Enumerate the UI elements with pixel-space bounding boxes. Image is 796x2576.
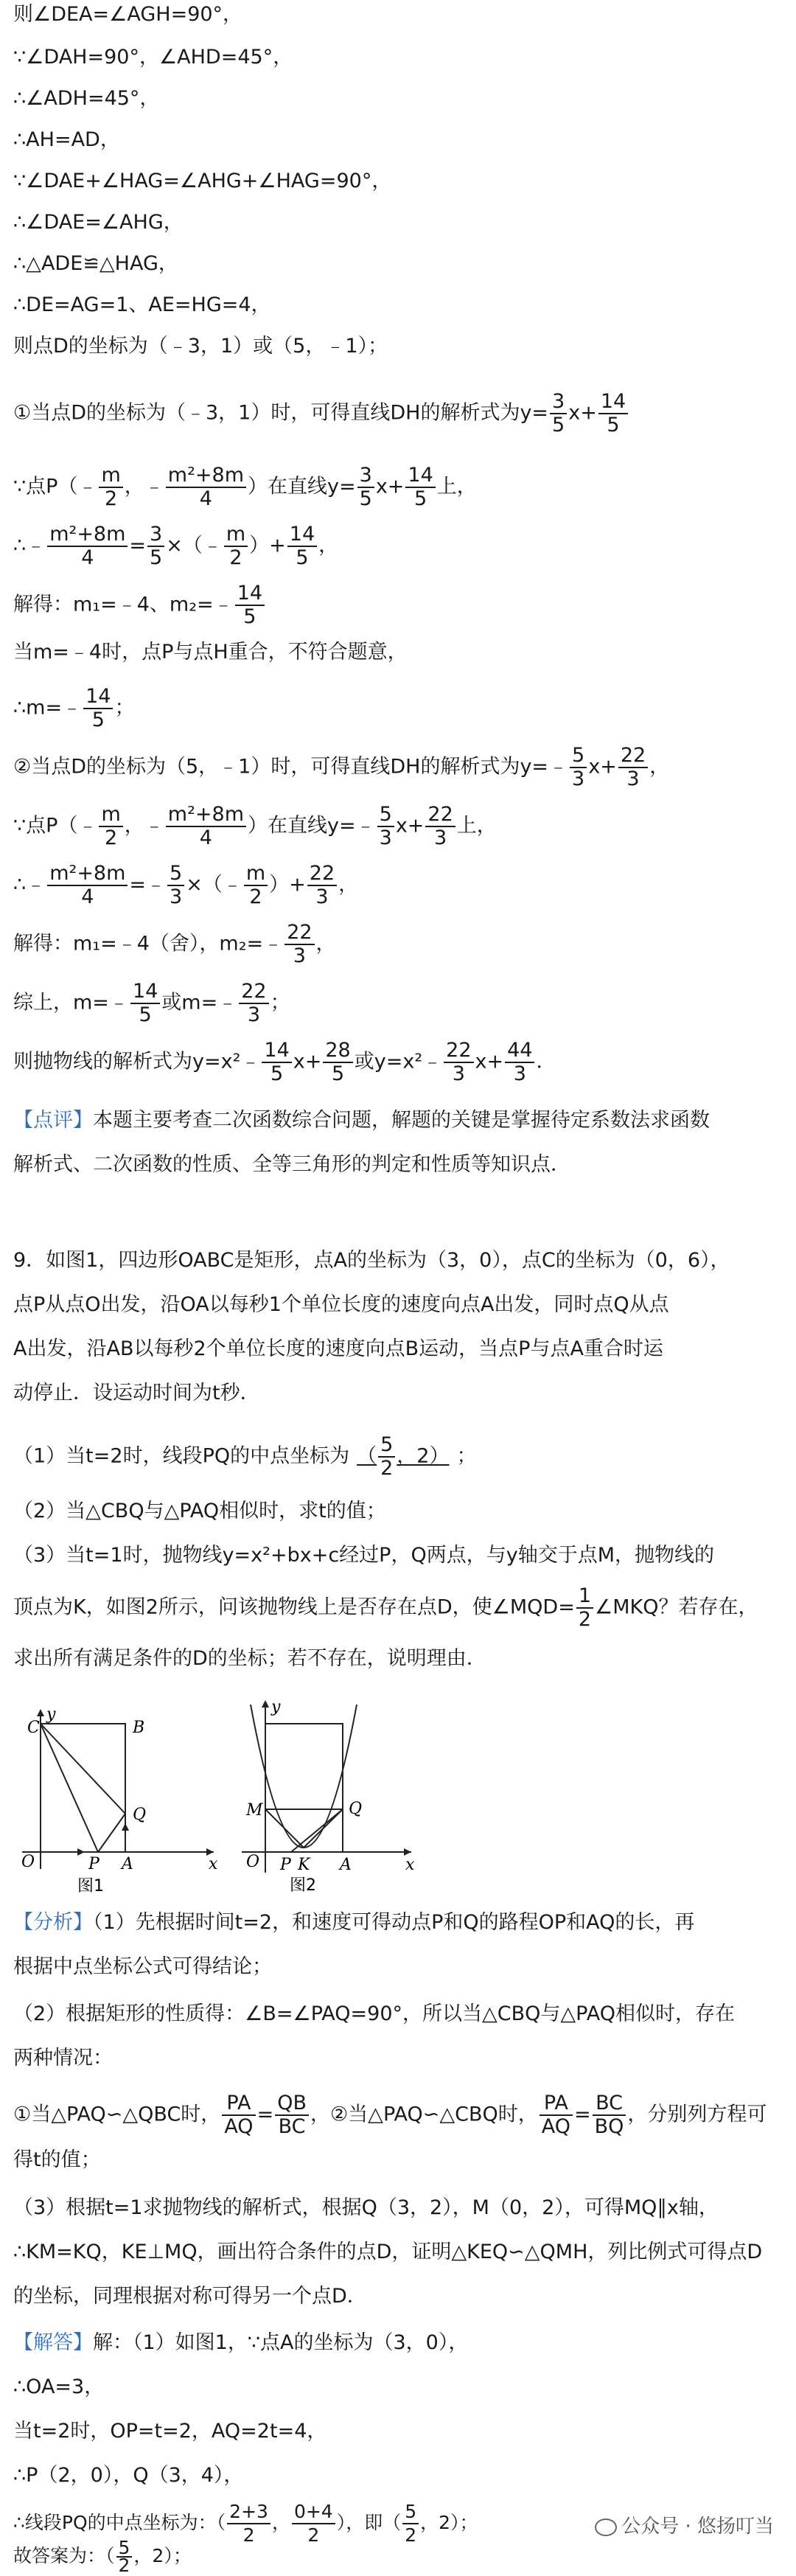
label-q: Q (349, 1800, 363, 1818)
math-line: ①当点D的坐标为（﹣3，1）时，可得直线DH的解析式为y= $\frac{3}{5}$ x+ $\frac{14}{5}$ (13, 391, 783, 436)
text-line: 点P从点O出发，沿OA以每秒1个单位长度的速度向点A出发，同时点Q从点 (13, 1293, 669, 1316)
math-line: ∴﹣ $\frac{\text{m²+8m}}{4}$ = $\frac{3}{5}$ ×（﹣ $\frac{m}{2}$ ）+ $\frac{14}{5}$ ， (13, 523, 339, 569)
text-line: ∴∠DAE=∠AHG， (13, 211, 184, 234)
label-m: M (246, 1801, 263, 1820)
text-line: 动停止．设运动时间为t秒． (13, 1382, 260, 1404)
figure-2-caption: 图2 (290, 1876, 316, 1895)
text-line: 两种情况： (13, 2047, 113, 2069)
math-line: ∴m=﹣ $\frac{14}{5}$ ； (13, 685, 135, 731)
math-line: ②当点D的坐标为（5，﹣1）时，可得直线DH的解析式为y=﹣ $\frac{5}{3}$ x+ $\frac{22}{3}$ ， (13, 744, 670, 790)
text-line: 的坐标，同理根据对称可得另一个点D． (13, 2285, 367, 2308)
label-o: O (246, 1853, 260, 1871)
label-c: C (27, 1719, 40, 1737)
text-line: A出发，沿AB以每秒2个单位长度的速度向点B运动，当点P与点A重合时运 (13, 1337, 663, 1360)
text-line: 求出所有满足条件的D的坐标；若不存在，说明理由． (13, 1647, 486, 1670)
solution-line: 【解答】解：（1）如图1，∵点A的坐标为（3，0）， (13, 2331, 469, 2354)
arrow-p-head (77, 1848, 85, 1856)
segment-pq (291, 1809, 343, 1852)
math-line: ∴﹣ $\frac{\text{m²+8m}}{4}$ =﹣ $\frac{5}{3}$ ×（﹣ $\frac{m}{2}$ ）+ $\frac{22}{3}$ ， (13, 862, 359, 908)
segment-cp (41, 1724, 98, 1852)
text-line: ∵∠DAE+∠HAG=∠AHG+∠HAG=90°， (13, 170, 392, 192)
math-line: ①当△PAQ∽△QBC时， $\frac{PA}{AQ}$ = $\frac{QB}{BC}$ ，②当△PAQ∽△CBQ时， $\frac{PA}{AQ}$ = $\frac{BC}{BQ}$ ，分别列方程可 (13, 2092, 767, 2138)
segment-mk (265, 1809, 304, 1848)
label-y: y (271, 1698, 281, 1716)
math-line: ∴线段PQ的中点坐标为：（ $\frac{2+3}{2}$ ， $\frac{0+4}{2}$ ），即（ $\frac{5}{2}$ ，2）； (13, 2501, 478, 2546)
comment-line: 【点评】本题主要考查二次函数综合问题，解题的关键是掌握待定系数法求函数 (13, 1109, 710, 1132)
text-line: （2）当△CBQ与△PAQ相似时，求t的值； (13, 1500, 386, 1522)
text-line: ∴DE=AG=1、AE=HG=4， (13, 293, 271, 316)
label-a: A (340, 1856, 352, 1874)
text-line: （2）根据矩形的性质得：∠B=∠PAQ=90°，所以当△CBQ与△PAQ相似时，存在 (13, 2002, 735, 2025)
figure-1 (11, 1703, 225, 1895)
math-line: ∵点P（﹣ $\frac{m}{2}$ ，﹣ $\frac{\text{m²+8m}}{4}$ ）在直线y=﹣ $\frac{5}{3}$ x+ $\frac{22}{3}$ 上， (13, 803, 497, 849)
label-o: O (21, 1853, 35, 1871)
text-line: 根据中点坐标公式可得结论； (13, 1955, 272, 1978)
text-line: 当t=2时，OP=t=2，AQ=2t=4， (13, 2420, 327, 2443)
text-line: ∵∠DAH=90°，∠AHD=45°， (13, 46, 293, 69)
text-line: （3）根据t=1求抛物线的解析式，根据Q（3，2），M（0，2），可得MQ∥x轴， (13, 2196, 719, 2219)
label-p: P (88, 1855, 100, 1873)
y-axis-arrow (37, 1709, 44, 1716)
math-line: （1）当t=2时，线段PQ的中点坐标为 （ $\frac{5}{2}$ ，2） ； (13, 1433, 477, 1480)
text-line: 得t的值； (13, 2148, 101, 2171)
text-line: ∴KM=KQ，KE⊥MQ，画出符合条件的点D，证明△KEQ∽△QMH，列比例式可得点D (13, 2241, 763, 2263)
label-x: x (209, 1855, 218, 1873)
label-k: K (298, 1856, 310, 1874)
figure-1-caption: 图1 (77, 1877, 104, 1895)
y-axis-arrow (262, 1700, 269, 1708)
math-line: 则抛物线的解析式为y=x²﹣ $\frac{14}{5}$ x+ $\frac{28}{5}$ 或y=x²﹣ $\frac{22}{3}$ x+ $\frac{44}{3}$ ． (13, 1039, 556, 1085)
math-line: ∵点P（﹣ $\frac{m}{2}$ ，﹣ $\frac{\text{m²+8m}}{4}$ ）在直线y= $\frac{3}{5}$ x+ $\frac{14}{5}$ 上， (13, 464, 477, 510)
analysis-line: 【分析】（1）先根据时间t=2，和速度可得动点P和Q的路程OP和AQ的长，再 (13, 1911, 695, 1934)
text-line: 当m=﹣4时，点P与点H重合，不符合题意， (13, 641, 408, 664)
text-line: （3）当t=1时，抛物线y=x²+bx+c经过P，Q两点，与y轴交于点M，抛物线的 (13, 1544, 714, 1567)
label-b: B (133, 1719, 145, 1737)
segment-cq (41, 1724, 125, 1814)
watermark: 公众号 · 悠扬叮当 (595, 2511, 774, 2538)
math-line: 故答案为：（ $\frac{5}{2}$ ，2）； (13, 2537, 192, 2576)
math-line: 解得：m₁=﹣4、m₂=﹣ $\frac{14}{5}$ (13, 582, 783, 628)
question-title: 9．如图1，四边形OABC是矩形，点A的坐标为（3，0），点C的坐标为（0，6）， (13, 1249, 730, 1272)
math-line: 解得：m₁=﹣4（舍），m₂=﹣ $\frac{22}{3}$ ， (13, 921, 336, 967)
math-line: 综上，m=﹣ $\frac{14}{5}$ 或m=﹣ $\frac{22}{3}$ ； (13, 980, 290, 1026)
text-line: 则∠DEA=∠AGH=90°， (13, 3, 243, 26)
text-line: ∴OA=3， (13, 2375, 105, 2398)
x-axis-arrow (404, 1848, 411, 1856)
text-line: 则点D的坐标为（﹣3，1）或（5，﹣1）； (13, 335, 388, 358)
label-x: x (405, 1856, 415, 1874)
label-y: y (46, 1705, 56, 1724)
text-line: ∴AH=AD， (13, 128, 120, 151)
figure-2 (234, 1696, 419, 1895)
answer-blank: （ $\frac{5}{2}$ ，2） (357, 1433, 450, 1480)
segment-pq (98, 1814, 125, 1852)
text-line: ∴P（2，0），Q（3，4）， (13, 2464, 244, 2487)
comment-tag: 【点评】 (13, 1109, 93, 1132)
label-p: P (280, 1856, 291, 1874)
rectangle-oabc (265, 1724, 343, 1852)
text-line: ∴△ADE≌△HAG， (13, 252, 178, 275)
math-line: 顶点为K，如图2所示，问该抛物线上是否存在点D，使∠MQD= $\frac{1}{2}$ ∠MKQ？若存在， (13, 1584, 758, 1631)
analysis-tag: 【分析】 (13, 1911, 93, 1934)
solution-tag: 【解答】 (13, 2331, 93, 2354)
label-a: A (122, 1855, 133, 1873)
wechat-icon (595, 2518, 617, 2536)
arrow-q-head (122, 1823, 129, 1831)
comment-line: 解析式、二次函数的性质、全等三角形的判定和性质等知识点． (13, 1153, 570, 1176)
parabola (251, 1705, 357, 1848)
text-line: ∴∠ADH=45°， (13, 87, 160, 110)
label-q: Q (133, 1806, 147, 1824)
